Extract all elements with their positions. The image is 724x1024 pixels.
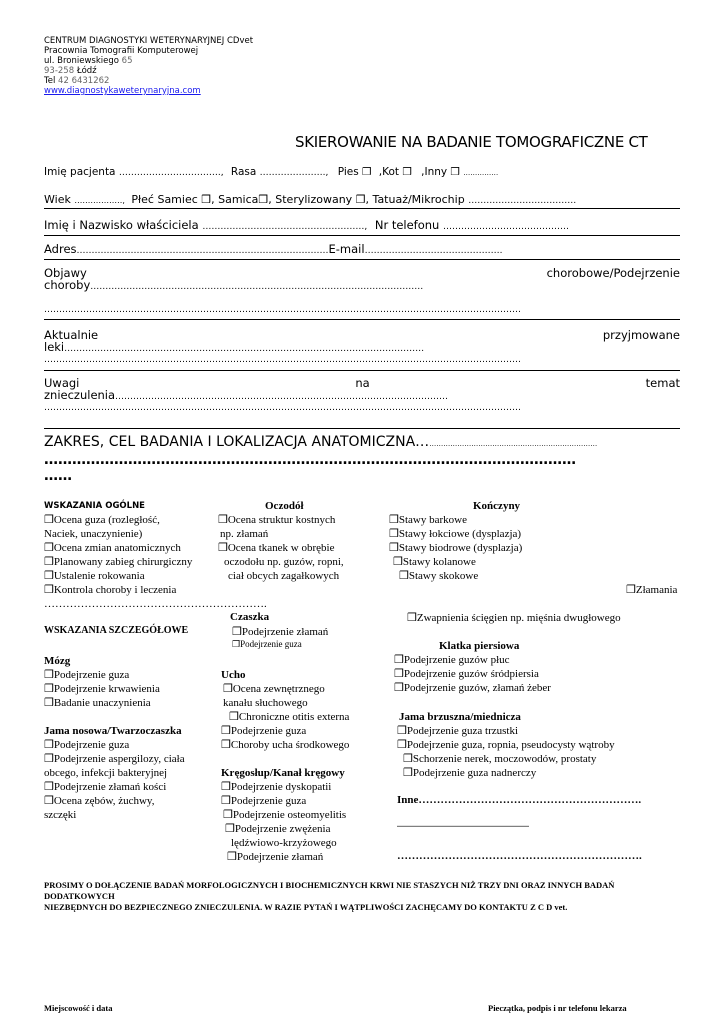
brain-title: Mózg [44,655,71,667]
spine-item[interactable]: ❒Podejrzenie guza [221,795,307,807]
spine-item[interactable]: ❒Podejrzenie złamań [227,851,324,863]
brain-item[interactable]: ❒Podejrzenie guza [44,669,130,681]
nasal-title: Jama nosowa/Twarzoczaszka [44,725,182,737]
other-field[interactable]: ……………………………………………………. [418,794,642,806]
sex-options[interactable]: Płeć Samiec ❒, Samica❒, Sterylizowany ❒, Tatuaż/Mikrochip [131,193,465,206]
abdomen-title: Jama brzuszna/miednicza [399,711,521,723]
patient-name-label: Imię pacjenta [44,166,116,178]
fractures-checkbox[interactable]: ❒Złamania [626,584,678,596]
postal-code: 93-258 [44,66,75,76]
abdomen-item[interactable]: ❒Podejrzenie guza nadnerczy [403,767,537,779]
other-checkbox[interactable]: ,Inny ❒ [421,166,460,178]
skull-item[interactable]: ❒Podejrzenie guza [232,639,302,649]
form-title: SKIEROWANIE NA BADANIE TOMOGRAFICZNE CT [295,133,648,151]
clinic-street [44,56,253,66]
symptoms-field-2[interactable]: …………………………………………………………………………………………………………………………………………… [44,305,521,315]
email-field[interactable]: ………………………………………. [364,246,503,256]
orbit-item: ciał obcych zagałkowych [228,570,340,582]
limbs-section [389,499,522,583]
place-date-label: Miejscowość i data [44,1003,113,1013]
spine-item[interactable]: ❒Podejrzenie zwężenia [225,823,331,835]
anesthesia-section [44,376,680,402]
anesthesia-label-2: znieczulenia [44,388,116,402]
footer-note [44,880,614,913]
footer-note-line: DODATKOWYCH [44,891,115,901]
chest-title: Klatka piersiowa [439,640,520,652]
abdomen-item[interactable]: ❒Podejrzenie guza trzustki [397,725,519,737]
ear-item: kanału słuchowego [223,697,308,709]
limbs-item[interactable]: ❒Stawy łokciowe (dysplazja) [389,528,522,540]
spine-section [221,766,346,864]
age-label: Wiek [44,193,71,206]
nasal-item[interactable]: ❒Podejrzenie guza [44,739,130,751]
medications-line-2 [44,340,680,354]
symptoms-label-right: chorobowe/Podejrzenie [546,266,680,280]
footer-note-line: NIEZBĘDNYCH DO BEZPIECZNEGO ZNIECZULENIA. W RAZIE PYTAŃ I WĄTPLIWOŚCI ZACHĘCAMY DO KONTAKTU Z C D vet. [44,902,568,912]
clinic-city [44,66,253,76]
skull-title: Czaszka [230,611,270,623]
abdomen-item[interactable]: ❒Podejrzenie guza, ropnia, pseudocysty wątroby [397,739,615,751]
chest-item[interactable]: ❒Podejrzenie guzów śródpiersia [394,668,539,680]
clinic-department: Pracownia Tomografii Komputerowej [44,46,199,56]
symptoms-label: Objawy [44,266,87,280]
symptoms-section [44,266,680,292]
anesthesia-field-2[interactable]: …………………………………………………………………………………………………………………………………………… [44,403,521,413]
city-name: Łódź [76,66,97,76]
calcification-checkbox[interactable]: ❒Zwapnienia ścięgien np. mięśnia dwugłowego [407,612,621,624]
footer-note-line: PROSIMY O DOŁĄCZENIE BADAŃ MORFOLOGICZNYCH I BIOCHEMICZNYCH KRWI NIE STASZYCH NIŻ TRZY DNI ORAZ INNYCH BADAŃ [44,880,615,890]
owner-row [44,218,569,232]
orbit-title: Oczodół [265,500,304,512]
other-section [397,794,641,806]
breed-field[interactable]: …………………., [259,168,329,178]
divider [44,235,680,236]
ear-item[interactable]: ❒Podejrzenie guza [221,725,307,737]
other-label: Inne [397,794,419,806]
limbs-item[interactable]: ❒Stawy barkowe [389,514,467,526]
patient-row [44,166,498,178]
anesthesia-label-mid: na [355,376,370,390]
anesthesia-line-2 [44,388,680,402]
general-item: Naciek, unaczynienie) [44,528,143,540]
limbs-item[interactable]: ❒Stawy skokowe [399,570,479,582]
general-field[interactable]: ……………………………………………………. [44,598,267,610]
other-field-3[interactable]: …………………………………………………………. [397,850,642,862]
scope-title [44,434,597,450]
phone-field[interactable]: …………………………………… [443,222,570,232]
orbit-section [218,499,344,583]
general-item[interactable]: ❒Planowany zabieg chirurgiczny [44,556,193,568]
spine-title: Kręgosłup/Kanał kręgowy [221,767,345,779]
spine-item[interactable]: ❒Podejrzenie osteomyelitis [223,809,347,821]
phone-field-label: Nr telefonu [374,218,440,232]
brain-item[interactable]: ❒Badanie unaczynienia [44,697,151,709]
nasal-item: obcego, infekcji bakteryjnej [44,767,168,779]
divider [44,259,680,260]
ear-item[interactable]: ❒Ocena zewnętrznego [223,683,325,695]
chest-section [394,639,551,695]
dog-checkbox[interactable]: Pies ❒ [337,166,372,178]
specific-indications-title: WSKAZANIA SZCZEGÓŁOWE [44,625,189,636]
medications-field-2[interactable]: …………………………………………………………………………………………………………………………………………… [44,355,521,365]
orbit-item[interactable]: ❒Ocena struktur kostnych [218,514,336,526]
abdomen-section [397,710,615,780]
clinic-name: CENTRUM DIAGNOSTYKI WETERYNARYJNEJ CDvet [44,36,254,46]
limbs-title: Kończyny [473,500,521,512]
nasal-item[interactable]: ❒Podejrzenie aspergilozy, ciała [44,753,185,765]
phone-number: 42 6431262 [58,76,110,86]
chest-item[interactable]: ❒Podejrzenie guzów płuc [394,654,510,666]
age-field[interactable]: ………………, [74,196,125,205]
anesthesia-label-right: temat [645,376,680,390]
orbit-item[interactable]: ❒Ocena tkanek w obrębie [218,542,335,554]
medications-label-2: leki [44,340,65,354]
nasal-item: szczęki [44,809,77,821]
anesthesia-label: Uwagi [44,376,80,390]
chest-item[interactable]: ❒Podejrzenie guzów, złamań żeber [394,682,551,694]
abdomen-item[interactable]: ❒Schorzenie nerek, moczowodów, prostaty [403,753,597,765]
other-field-2[interactable]: .................................................................. [397,820,529,829]
symptoms-line-2 [44,278,680,292]
medications-label: Aktualnie [44,328,99,342]
owner-label: Imię i Nazwisko właściciela [44,218,199,232]
general-item[interactable]: ❒Kontrola choroby i leczenia [44,584,177,596]
medications-field[interactable]: ………………………………………………………………………………………………………… [64,344,425,354]
general-item[interactable]: ❒Ustalenie rokowania [44,570,145,582]
skull-item[interactable]: ❒Podejrzenie złamań [232,626,329,638]
clinic-phone [44,76,253,86]
address-row [44,242,502,256]
patient-name-field[interactable]: ……………………………., [118,168,224,178]
breed-label: Rasa [230,166,257,178]
ear-item[interactable]: ❒Chroniczne otitis externa [229,711,350,723]
address-label: Adres [44,242,77,256]
nasal-item[interactable]: ❒Ocena zębów, żuchwy, [44,795,155,807]
nasal-item[interactable]: ❒Podejrzenie złamań kości [44,781,167,793]
anesthesia-field[interactable]: ………………………………………………………………………………………………… [115,392,449,402]
stamp-signature-label: Pieczątka, podpis i nr telefonu lekarza [488,1003,627,1013]
limbs-item[interactable]: ❒Stawy biodrowe (dysplazja) [389,542,523,554]
clinic-header [44,36,253,96]
other-field[interactable]: …………… [463,169,499,177]
ear-title: Ucho [221,669,246,681]
scope-field-2[interactable]: …… [44,468,72,484]
phone-label: Tel [44,76,56,86]
divider [44,319,680,320]
chip-field[interactable]: ……………………………… [468,196,577,206]
spine-item[interactable]: ❒Podejrzenie dyskopatii [221,781,332,793]
scope-field[interactable]: …………………………………………………………………………………………………… [44,452,576,468]
orbit-item: oczodołu np. guzów, ropni, [224,556,344,568]
age-sex-row [44,193,576,206]
divider [44,428,680,429]
general-item[interactable]: ❒Ocena guza (rozległość, [44,514,160,526]
general-item[interactable]: ❒Ocena zmian anatomicznych [44,542,181,554]
street-name: ul. Broniewskiego [44,56,119,66]
ear-section [221,668,349,752]
address-field[interactable]: ………………………………………………………………………… [76,246,329,256]
website-link[interactable]: www.diagnostykaweterynaryjna.com [44,86,201,96]
medications-label-right: przyjmowane [602,328,680,342]
spine-item: lędźwiowo-krzyżowego [231,837,337,849]
nasal-section [44,724,185,822]
divider [44,370,680,371]
divider [44,208,680,209]
symptoms-field[interactable]: ………………………………………………………………………………………………… [90,282,424,292]
ear-item[interactable]: ❒Choroby ucha środkowego [221,739,350,751]
brain-section [44,654,160,710]
scope-title-field[interactable]: ……………………………………………………………… [429,440,598,448]
owner-field[interactable]: ………………………………………………, [202,222,368,232]
symptoms-label-2: choroby [44,278,91,292]
scope-title-text: ZAKRES, CEL BADANIA I LOKALIZACJA ANATOMICZNA… [44,434,430,450]
brain-item[interactable]: ❒Podejrzenie krwawienia [44,683,160,695]
limbs-item[interactable]: ❒Stawy kolanowe [393,556,476,568]
general-indications-title: WSKAZANIA OGÓLNE [44,501,145,511]
orbit-item: np. złamań [220,528,269,540]
medications-section [44,328,680,354]
street-number: 65 [121,56,133,66]
email-label: E-mail [328,242,365,256]
cat-checkbox[interactable]: ,Kot ❒ [378,166,412,178]
